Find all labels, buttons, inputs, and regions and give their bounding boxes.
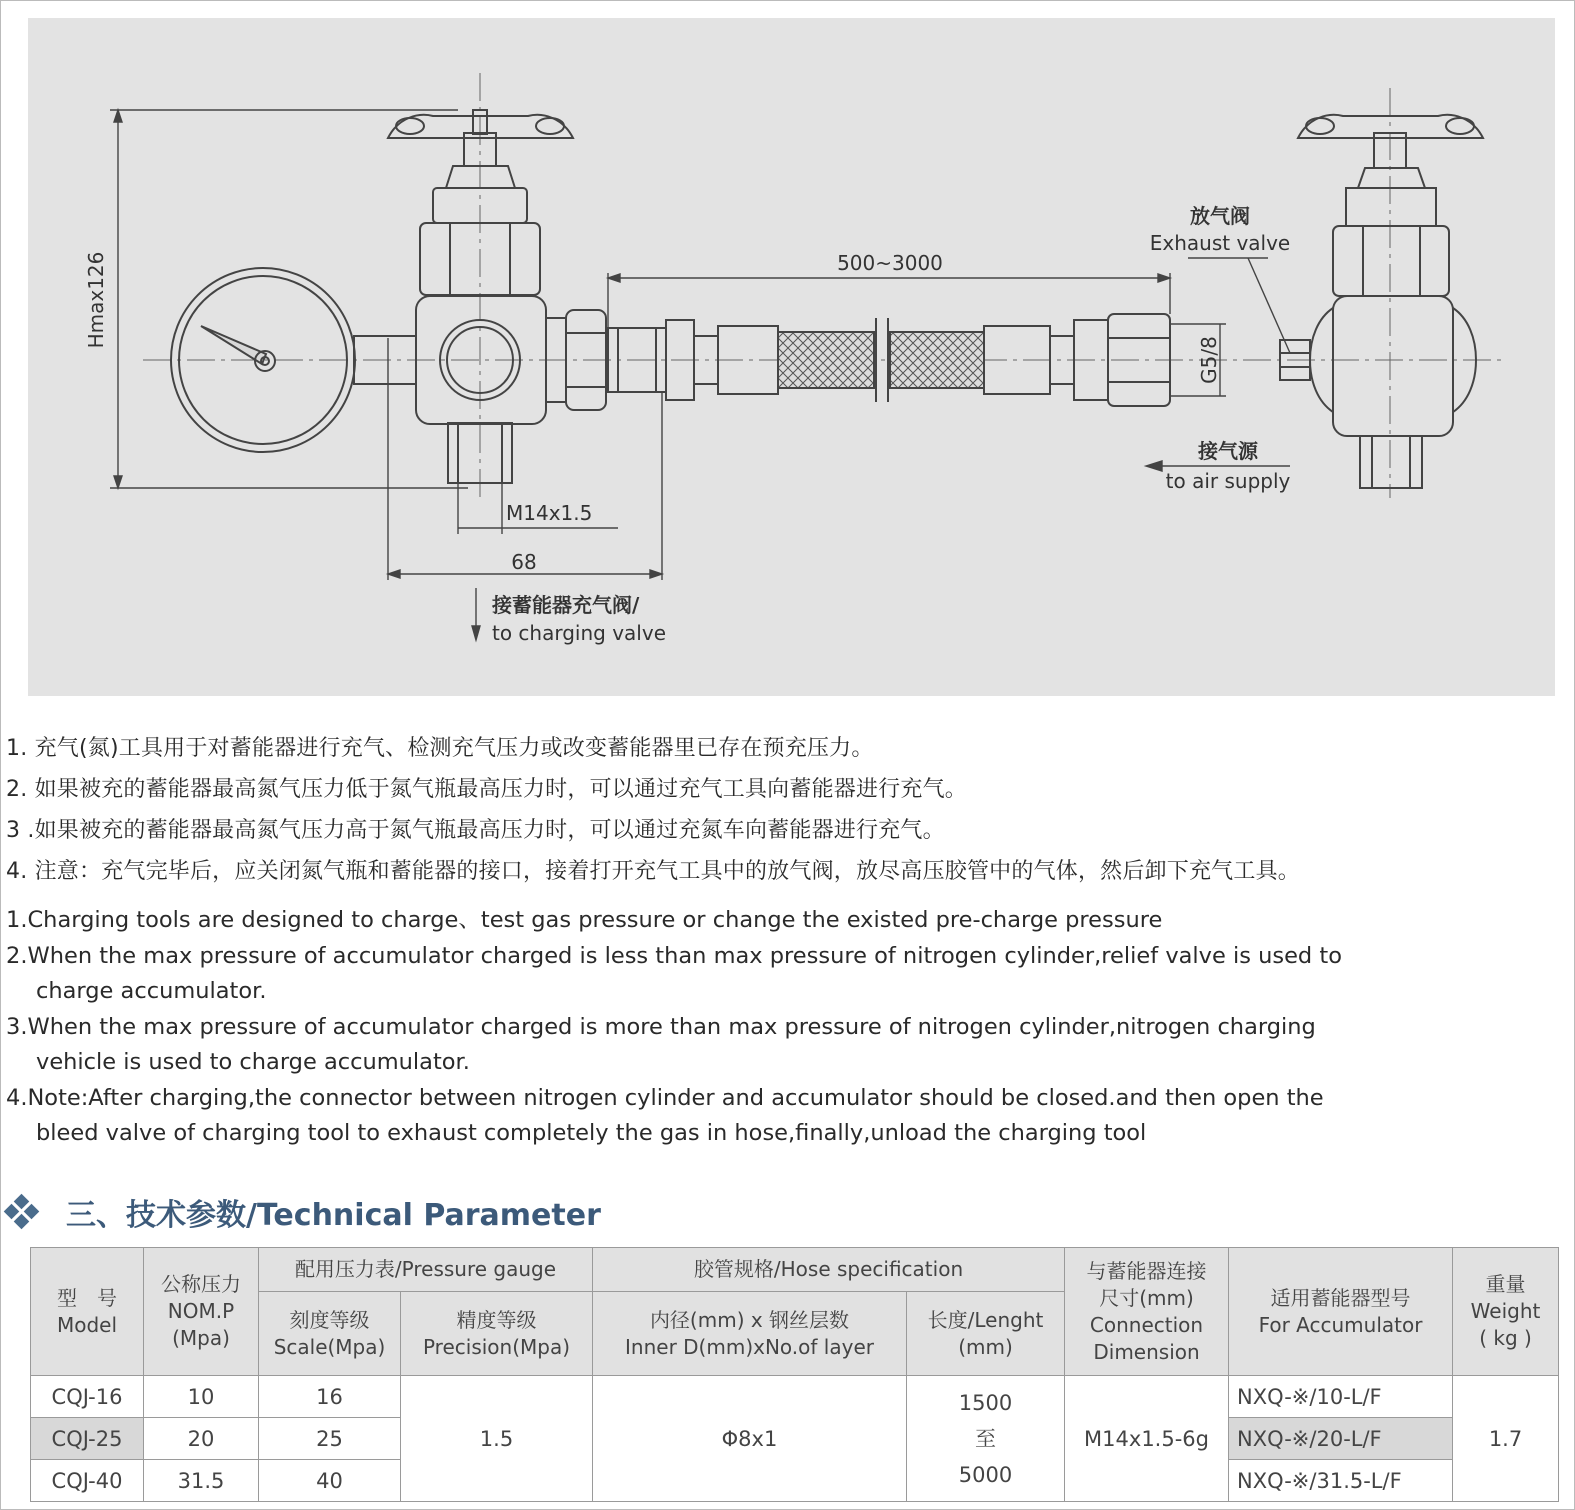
cell-connection: M14x1.5-6g bbox=[1065, 1376, 1229, 1502]
note-en-4: 4.Note:After charging,the connector between nitrogen cylinder and accumulator should be closed.and then open the bbox=[6, 1084, 1324, 1111]
note-en-3-cont: vehicle is used to charge accumulator. bbox=[36, 1049, 470, 1075]
cell-nominal: 31.5 bbox=[144, 1460, 259, 1502]
notes-chinese bbox=[6, 728, 1566, 892]
note-en-3: 3.When the max pressure of accumulator charged is more than max pressure of nitrogen cylinder,nitrogen charging bbox=[6, 1013, 1316, 1040]
air-en-label: to air supply bbox=[1165, 469, 1291, 493]
cell-weight: 1.7 bbox=[1453, 1376, 1559, 1502]
cell-scale: 25 bbox=[259, 1418, 401, 1460]
section-heading bbox=[4, 1190, 601, 1234]
cell-accumulator: NXQ-※/31.5-L/F bbox=[1229, 1460, 1453, 1502]
cell-model: CQJ-40 bbox=[31, 1460, 144, 1502]
note-en-1: 1.Charging tools are designed to charge、test gas pressure or change the existed pre-charge pressure bbox=[6, 907, 1163, 933]
drawing-svg bbox=[28, 18, 1555, 696]
header-inner-diameter: 内径(mm) x 钢丝层数 Inner D(mm)xNo.of layer bbox=[593, 1292, 907, 1376]
cell-precision: 1.5 bbox=[401, 1376, 593, 1502]
header-precision: 精度等级 Precision(Mpa) bbox=[401, 1292, 593, 1376]
dim-width-label: 68 bbox=[511, 550, 537, 574]
header-hose-spec: 胶管规格/Hose specification bbox=[593, 1248, 1065, 1292]
note-en-2: 2.When the max pressure of accumulator charged is less than max pressure of nitrogen cylinder,relief valve is used to bbox=[6, 942, 1342, 969]
header-connection: 与蓄能器连接 尺寸(mm) Connection Dimension bbox=[1065, 1248, 1229, 1376]
header-accumulator: 适用蓄能器型号 For Accumulator bbox=[1229, 1248, 1453, 1376]
cell-accumulator: NXQ-※/20-L/F bbox=[1229, 1418, 1453, 1460]
dim-height-label: Hmax126 bbox=[84, 251, 108, 349]
header-weight: 重量 Weight ( kg ) bbox=[1453, 1248, 1559, 1376]
cell-model: CQJ-16 bbox=[31, 1376, 144, 1418]
cell-nominal: 10 bbox=[144, 1376, 259, 1418]
note-en-4-cont: bleed valve of charging tool to exhaust completely the gas in hose,finally,unload the charging tool bbox=[36, 1120, 1147, 1146]
charging-cn-label: 接蓄能器充气阀/ bbox=[492, 593, 640, 617]
note-cn-3: 3 .如果被充的蓄能器最高氮气压力高于氮气瓶最高压力时，可以通过充氮车向蓄能器进行充气。 bbox=[6, 818, 945, 843]
header-pressure-gauge: 配用压力表/Pressure gauge bbox=[259, 1248, 593, 1292]
charging-en-label: to charging valve bbox=[492, 621, 667, 645]
section-title: 三、技术参数/Technical Parameter bbox=[66, 1198, 601, 1233]
header-nominal-pressure: 公称压力 NOM.P (Mpa) bbox=[144, 1248, 259, 1376]
cell-inner: Φ8x1 bbox=[593, 1376, 907, 1502]
dim-g-label: G5/8 bbox=[1197, 336, 1221, 384]
side-view-valve-icon bbox=[1280, 115, 1483, 488]
dim-thread-label: M14x1.5 bbox=[506, 501, 593, 525]
dim-length-label: 500~3000 bbox=[837, 251, 943, 275]
exhaust-cn-label: 放气阀 bbox=[1190, 204, 1250, 228]
note-cn-1: 1. 充气(氮)工具用于对蓄能器进行充气、检测充气压力或改变蓄能器里已存在预充压力。 bbox=[6, 736, 874, 761]
technical-parameter-table bbox=[30, 1247, 1559, 1502]
header-model: 型 号 Model bbox=[31, 1248, 144, 1376]
cell-scale: 40 bbox=[259, 1460, 401, 1502]
dimension-lines bbox=[110, 110, 1290, 640]
notes-english bbox=[6, 903, 1566, 1152]
cell-model: CQJ-25 bbox=[31, 1418, 144, 1460]
exhaust-en-label: Exhaust valve bbox=[1149, 231, 1291, 255]
cell-nominal: 20 bbox=[144, 1418, 259, 1460]
valve-body-icon bbox=[388, 110, 606, 483]
cell-length: 1500 至 5000 bbox=[907, 1376, 1065, 1502]
note-cn-4: 4. 注意：充气完毕后，应关闭氮气瓶和蓄能器的接口，接着打开充气工具中的放气阀，放尽高压胶管中的气体，然后卸下充气工具。 bbox=[6, 859, 1300, 884]
table-row bbox=[31, 1376, 1559, 1418]
four-diamonds-icon bbox=[4, 1194, 40, 1230]
air-cn-label: 接气源 bbox=[1198, 439, 1258, 463]
cell-scale: 16 bbox=[259, 1376, 401, 1418]
note-cn-2: 2. 如果被充的蓄能器最高氮气压力低于氮气瓶最高压力时，可以通过充气工具向蓄能器进行充气。 bbox=[6, 777, 967, 802]
technical-drawing bbox=[28, 18, 1555, 696]
header-scale: 刻度等级 Scale(Mpa) bbox=[259, 1292, 401, 1376]
note-en-2-cont: charge accumulator. bbox=[36, 978, 267, 1004]
header-length: 长度/Lenght (mm) bbox=[907, 1292, 1065, 1376]
cell-accumulator: NXQ-※/10-L/F bbox=[1229, 1376, 1453, 1418]
